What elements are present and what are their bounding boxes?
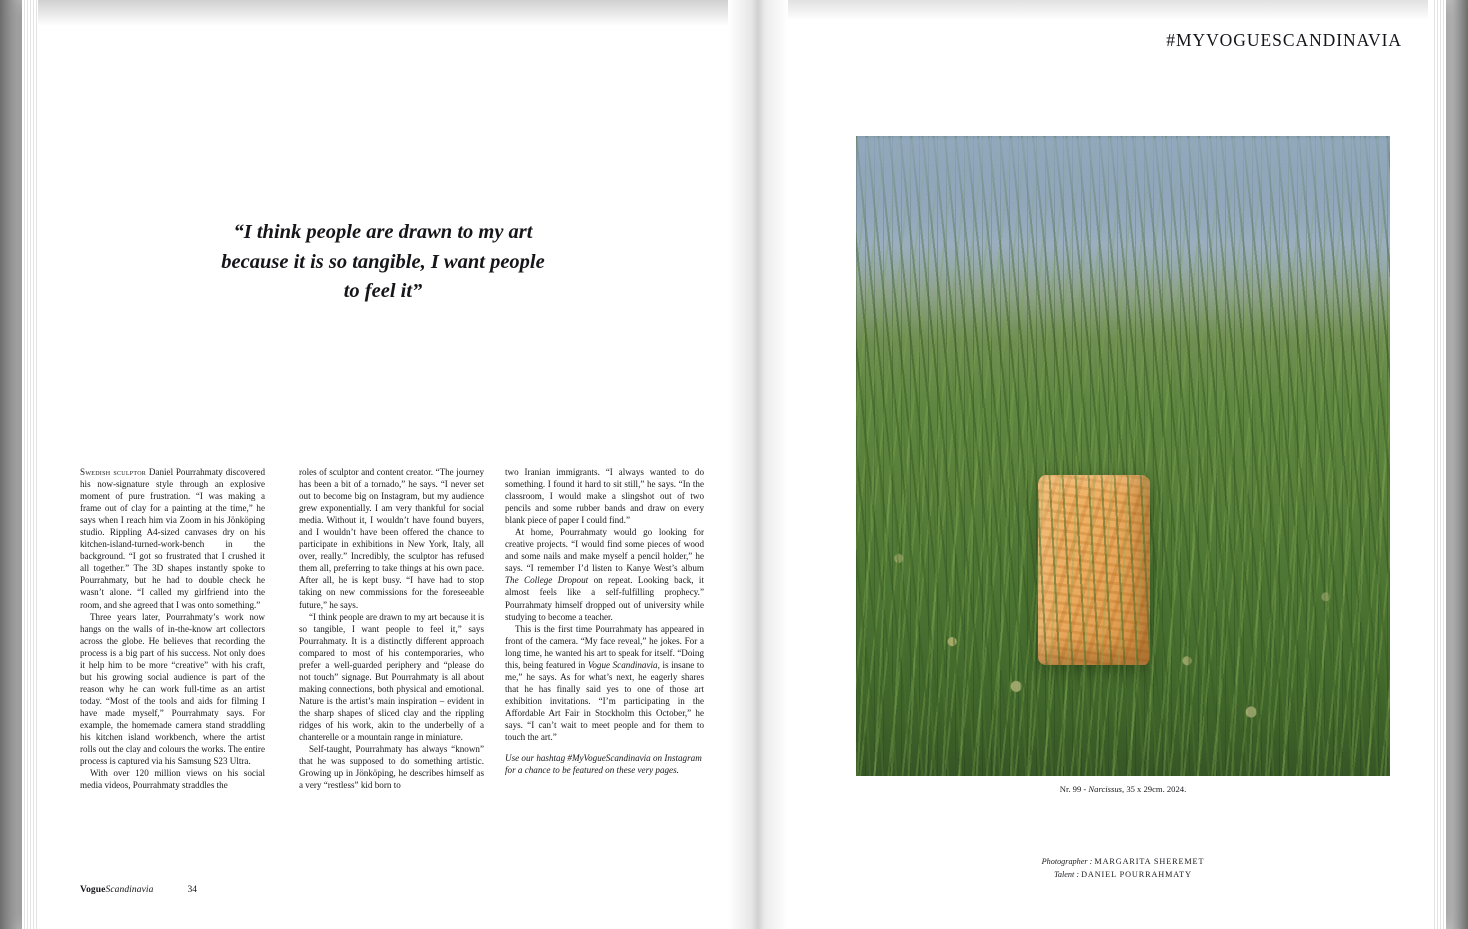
photographer-credit bbox=[856, 856, 1390, 869]
paragraph: With over 120 million views on his social media videos, Pourrahmaty straddles the bbox=[80, 768, 265, 791]
paragraph-text: , is insane to me,” he says. As for what’s next, he eagerly shares that he has finally said yes to one of those art exhibition invitations. “I’m participating in the Affordable Art Fair in Stockholm this October,” he says. “I can’t wait to meet people and for them to touch the art.” bbox=[505, 659, 704, 743]
magazine-title: Vogue Scandinavia bbox=[587, 659, 658, 670]
pull-quote: “I think people are drawn to my art because it is so tangible, I want people to feel it” bbox=[221, 221, 545, 303]
paragraph-text: At home, Pourrahmaty would go looking for creative projects. “I would find some pieces of wood and some nails and make myself a pencil holder,” he says. “I remember I’d listen to Kanye West’s album bbox=[505, 527, 704, 574]
paragraph-text: on repeat. Looking back, it almost feels like a self-fulfilling prophecy.” Pourrahmaty himself dropped out of university while studying to become a teacher. bbox=[505, 575, 704, 622]
paragraph: “I think people are drawn to my art because it is so tangible, I want people to feel it,” says Pourrahmaty. It is a distinctly different approach compared to most of his contemporaries, who prefer a well-guarded periphery and “please do not touch” signage. But Pourrahmaty is all about making connections, both physical and emotional. Nature is the artist’s main inspiration – evident in the sharp shapes of sliced clay and the rippling ridges of his work, akin to the underbelly of a chanterelle or a mountain range in miniature. bbox=[299, 611, 484, 743]
album-title: The College Dropout bbox=[505, 575, 589, 586]
talent-label: Talent : bbox=[1054, 869, 1080, 879]
caption-title: Narcissus bbox=[1088, 784, 1123, 794]
page-curl-shadow-left bbox=[38, 0, 728, 26]
paragraph bbox=[80, 466, 265, 611]
closing-note: Use our hashtag #MyVogueScandinavia on Instagram for a chance to be featured on these very pages. bbox=[505, 753, 702, 776]
page-leaf-edges-left bbox=[22, 0, 38, 929]
magazine-logo bbox=[80, 885, 153, 895]
article-photograph bbox=[856, 136, 1390, 776]
page-curl-shadow-right bbox=[788, 0, 1428, 20]
photo-caption bbox=[856, 784, 1390, 794]
talent-credit bbox=[856, 869, 1390, 882]
article-column-1 bbox=[80, 466, 265, 791]
logo-bold: Vogue bbox=[80, 885, 106, 895]
page-leaf-edges-right bbox=[1432, 0, 1446, 929]
paragraph-text: This is the first time Pourrahmaty has appeared in front of the camera. “My face reveal,” he jokes. For a long time, he wanted his art to speak for itself. “Doing this, being featured in bbox=[505, 623, 704, 670]
foreground-grass bbox=[856, 136, 1390, 776]
article-column-3 bbox=[505, 466, 704, 776]
paragraph: Self-taught, Pourrahmaty has always “known” that he was supposed to do something artistic. Growing up in Jönköping, he describes himself as a very “restless” kid born to bbox=[299, 744, 484, 791]
spread-pages bbox=[22, 0, 1446, 929]
paragraph-text: Daniel Pourrahmaty discovered his now-signature style through an explosive moment of pure frustration. “I was making a frame out of clay for a painting at the time,” he says when I reach him via Zoom in his Jönköping studio. Rippling A4-sized canvases dry on his kitchen-island-turned-work-bench in the background. “I got so frustrated that I crushed it all together.” The 3D shapes instantly spoke to Pourrahmaty, but he had to double check he wasn’t alone. “I called my girlfriend into the room, and she agreed that I was onto something.” bbox=[80, 467, 265, 610]
article-column-2 bbox=[299, 466, 484, 791]
paragraph: roles of sculptor and content creator. “The journey has been a bit of a tornado,” he says. “I never set out to become big on Instagram, but my audience grew exponentially. I am very thankful for social media. Without it, I wouldn’t have found buyers, and I wouldn’t have been offered the chance to participate in exhibitions in New York, Italy, all over, really.” Incredibly, the sculptor has refused them all, preferring to take things at his own pace. After all, he is kept busy. “I have had to stop taking on new commissions for the foreseeable future,” he says. bbox=[299, 467, 484, 610]
caption-dimensions: , 35 x 29cm. 2024. bbox=[1122, 784, 1187, 794]
logo-italic: Scandinavia bbox=[105, 885, 154, 895]
photo-credits bbox=[856, 856, 1390, 881]
photographer-label: Photographer : bbox=[1041, 857, 1093, 866]
page-footer bbox=[80, 885, 197, 895]
paragraph: Three years later, Pourrahmaty’s work now hangs on the walls of in-the-know art collectors across the globe. He believes that recording the process is a big part of his success. Not only does it help him to be more “creative” with his craft, but his growing social audience is part of the reason why he can work full-time as an artist today. “Most of the tools and aids for filming I have made myself,” Pourrahmaty says. For example, the homemade camera stand straddling his kitchen island workbench, where the artist rolls out the clay and colours the works. The entire process is captured via his Samsung S23 Ultra. bbox=[80, 611, 265, 767]
hashtag-header: #MYVOGUESCANDINAVIA bbox=[1166, 30, 1402, 50]
article-body bbox=[80, 466, 704, 876]
caption-number: Nr. 99 - bbox=[1059, 784, 1089, 794]
paragraph: two Iranian immigrants. “I always wanted to do something. I found it hard to sit still,” he says. “In the classroom, I would make a slingshot out of two pencils and some rubber bands and draw on every blank piece of paper I could find.” bbox=[505, 467, 704, 526]
talent-name: DANIEL POURRAHMATY bbox=[1081, 869, 1192, 879]
paragraph bbox=[505, 526, 704, 622]
spread-gutter-shadow bbox=[728, 0, 788, 929]
lead-smallcaps: Swedish sculptor bbox=[80, 467, 147, 477]
meadow-photo bbox=[856, 136, 1390, 776]
page-number: 34 bbox=[187, 885, 197, 895]
photographer-name: MARGARITA SHEREMET bbox=[1094, 857, 1205, 866]
paragraph bbox=[505, 623, 704, 743]
